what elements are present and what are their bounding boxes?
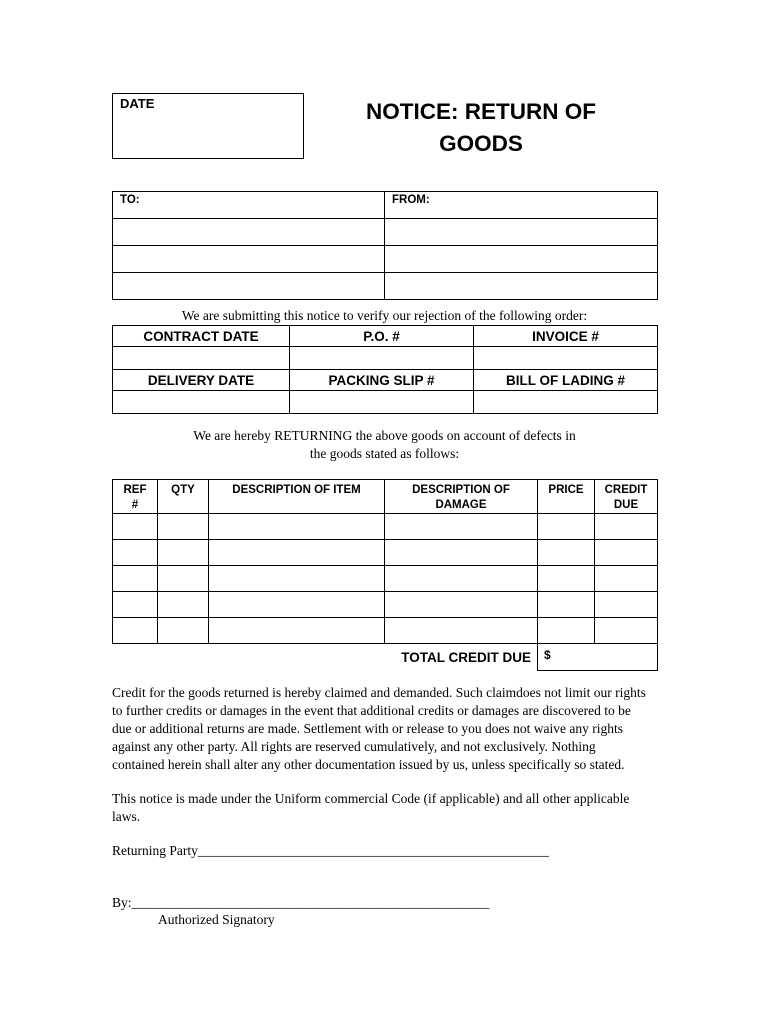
price-header: PRICE	[538, 480, 595, 514]
to-label: TO:	[120, 194, 140, 206]
damage-cell[interactable]	[385, 618, 538, 644]
price-cell[interactable]	[538, 514, 595, 540]
ref-cell[interactable]	[113, 618, 158, 644]
damage-cell[interactable]	[385, 592, 538, 618]
title-line-2: GOODS	[439, 131, 523, 156]
ref-cell[interactable]	[113, 566, 158, 592]
damage-cell[interactable]	[385, 514, 538, 540]
description-damage-line-2: DAMAGE	[435, 499, 487, 511]
credit-cell[interactable]	[595, 618, 658, 644]
delivery-date-field[interactable]	[113, 391, 290, 414]
po-header: P.O. #	[290, 326, 474, 347]
title-line-1: NOTICE: RETURN OF	[366, 99, 596, 124]
paragraph-line: contained herein shall alter any other documentation issued by us, unless specifically so stated.	[112, 757, 625, 772]
credit-cell[interactable]	[595, 566, 658, 592]
credit-claim-paragraph	[112, 684, 662, 774]
description-item-header: DESCRIPTION OF ITEM	[209, 480, 385, 514]
bill-of-lading-field[interactable]	[474, 391, 658, 414]
to-line-2[interactable]	[113, 219, 385, 246]
price-cell[interactable]	[538, 566, 595, 592]
table-row	[113, 540, 658, 566]
intro-text: We are submitting this notice to verify our rejection of the following order:	[181, 308, 588, 323]
ucc-paragraph	[112, 790, 662, 826]
price-cell[interactable]	[538, 592, 595, 618]
paragraph-line: Credit for the goods returned is hereby claimed and demanded. Such claimdoes not limit our rights	[112, 685, 646, 700]
table-row	[113, 566, 658, 592]
ref-header	[113, 480, 158, 514]
invoice-field[interactable]	[474, 347, 658, 370]
price-cell[interactable]	[538, 618, 595, 644]
ref-cell[interactable]	[113, 514, 158, 540]
paragraph-line: This notice is made under the Uniform commercial Code (if applicable) and all other applicable	[112, 791, 630, 806]
credit-cell[interactable]	[595, 540, 658, 566]
returning-text-line-1: We are hereby RETURNING the above goods on account of defects in	[193, 428, 576, 443]
ref-header-line-1: REF	[123, 484, 147, 496]
returning-party-field[interactable]: Returning Party____________________________________________________	[112, 843, 549, 858]
to-cell[interactable]	[113, 192, 385, 219]
credit-cell[interactable]	[595, 592, 658, 618]
item-cell[interactable]	[209, 592, 385, 618]
ref-cell[interactable]	[113, 592, 158, 618]
signature-field[interactable]: By:_____________________________________________________	[112, 895, 490, 910]
po-field[interactable]	[290, 347, 474, 370]
item-cell[interactable]	[209, 514, 385, 540]
order-table	[112, 325, 658, 414]
price-cell[interactable]	[538, 540, 595, 566]
from-cell[interactable]	[385, 192, 658, 219]
total-credit-field[interactable]: $	[538, 644, 658, 671]
credit-due-line-1: CREDIT	[604, 484, 648, 496]
description-damage-line-1: DESCRIPTION OF	[412, 484, 510, 496]
from-line-3[interactable]	[385, 246, 658, 273]
qty-header: QTY	[158, 480, 209, 514]
item-cell[interactable]	[209, 566, 385, 592]
damage-cell[interactable]	[385, 566, 538, 592]
damage-cell[interactable]	[385, 540, 538, 566]
ref-header-line-2: #	[131, 499, 139, 511]
paragraph-line: laws.	[112, 809, 141, 824]
packing-slip-field[interactable]	[290, 391, 474, 414]
date-label: DATE	[120, 96, 155, 111]
items-table	[112, 479, 658, 671]
item-cell[interactable]	[209, 618, 385, 644]
qty-cell[interactable]	[158, 514, 209, 540]
invoice-header: INVOICE #	[474, 326, 658, 347]
qty-cell[interactable]	[158, 592, 209, 618]
contract-date-header: CONTRACT DATE	[113, 326, 290, 347]
table-row	[113, 618, 658, 644]
to-line-3[interactable]	[113, 246, 385, 273]
contract-date-field[interactable]	[113, 347, 290, 370]
ref-cell[interactable]	[113, 540, 158, 566]
to-line-4[interactable]	[113, 273, 385, 300]
table-row	[113, 592, 658, 618]
page-title	[330, 96, 632, 160]
paragraph-line: due or additional returns are made. Settlement with or release to you does not waive any rights	[112, 721, 623, 736]
paragraph-line: against any other party. All rights are reserved cumulatively, and not exclusively. Nothing	[112, 739, 596, 754]
paragraph-line: to further credits or damages in the event that additional credits or damages are discovered to be	[112, 703, 631, 718]
description-damage-header	[385, 480, 538, 514]
date-field[interactable]	[112, 93, 304, 159]
from-label: FROM:	[392, 194, 430, 206]
to-from-table	[112, 191, 658, 300]
authorized-signatory-label: Authorized Signatory	[158, 912, 275, 927]
table-row	[113, 514, 658, 540]
qty-cell[interactable]	[158, 540, 209, 566]
returning-text-line-2: the goods stated as follows:	[309, 446, 460, 461]
qty-cell[interactable]	[158, 566, 209, 592]
item-cell[interactable]	[209, 540, 385, 566]
returning-text	[112, 427, 657, 463]
qty-cell[interactable]	[158, 618, 209, 644]
from-line-2[interactable]	[385, 219, 658, 246]
delivery-date-header: DELIVERY DATE	[113, 370, 290, 391]
total-row	[113, 644, 658, 671]
bill-of-lading-header: BILL OF LADING #	[474, 370, 658, 391]
total-credit-label: TOTAL CREDIT DUE	[401, 649, 531, 665]
packing-slip-header: PACKING SLIP #	[290, 370, 474, 391]
from-line-4[interactable]	[385, 273, 658, 300]
credit-due-header	[595, 480, 658, 514]
credit-due-line-2: DUE	[613, 499, 639, 511]
credit-cell[interactable]	[595, 514, 658, 540]
